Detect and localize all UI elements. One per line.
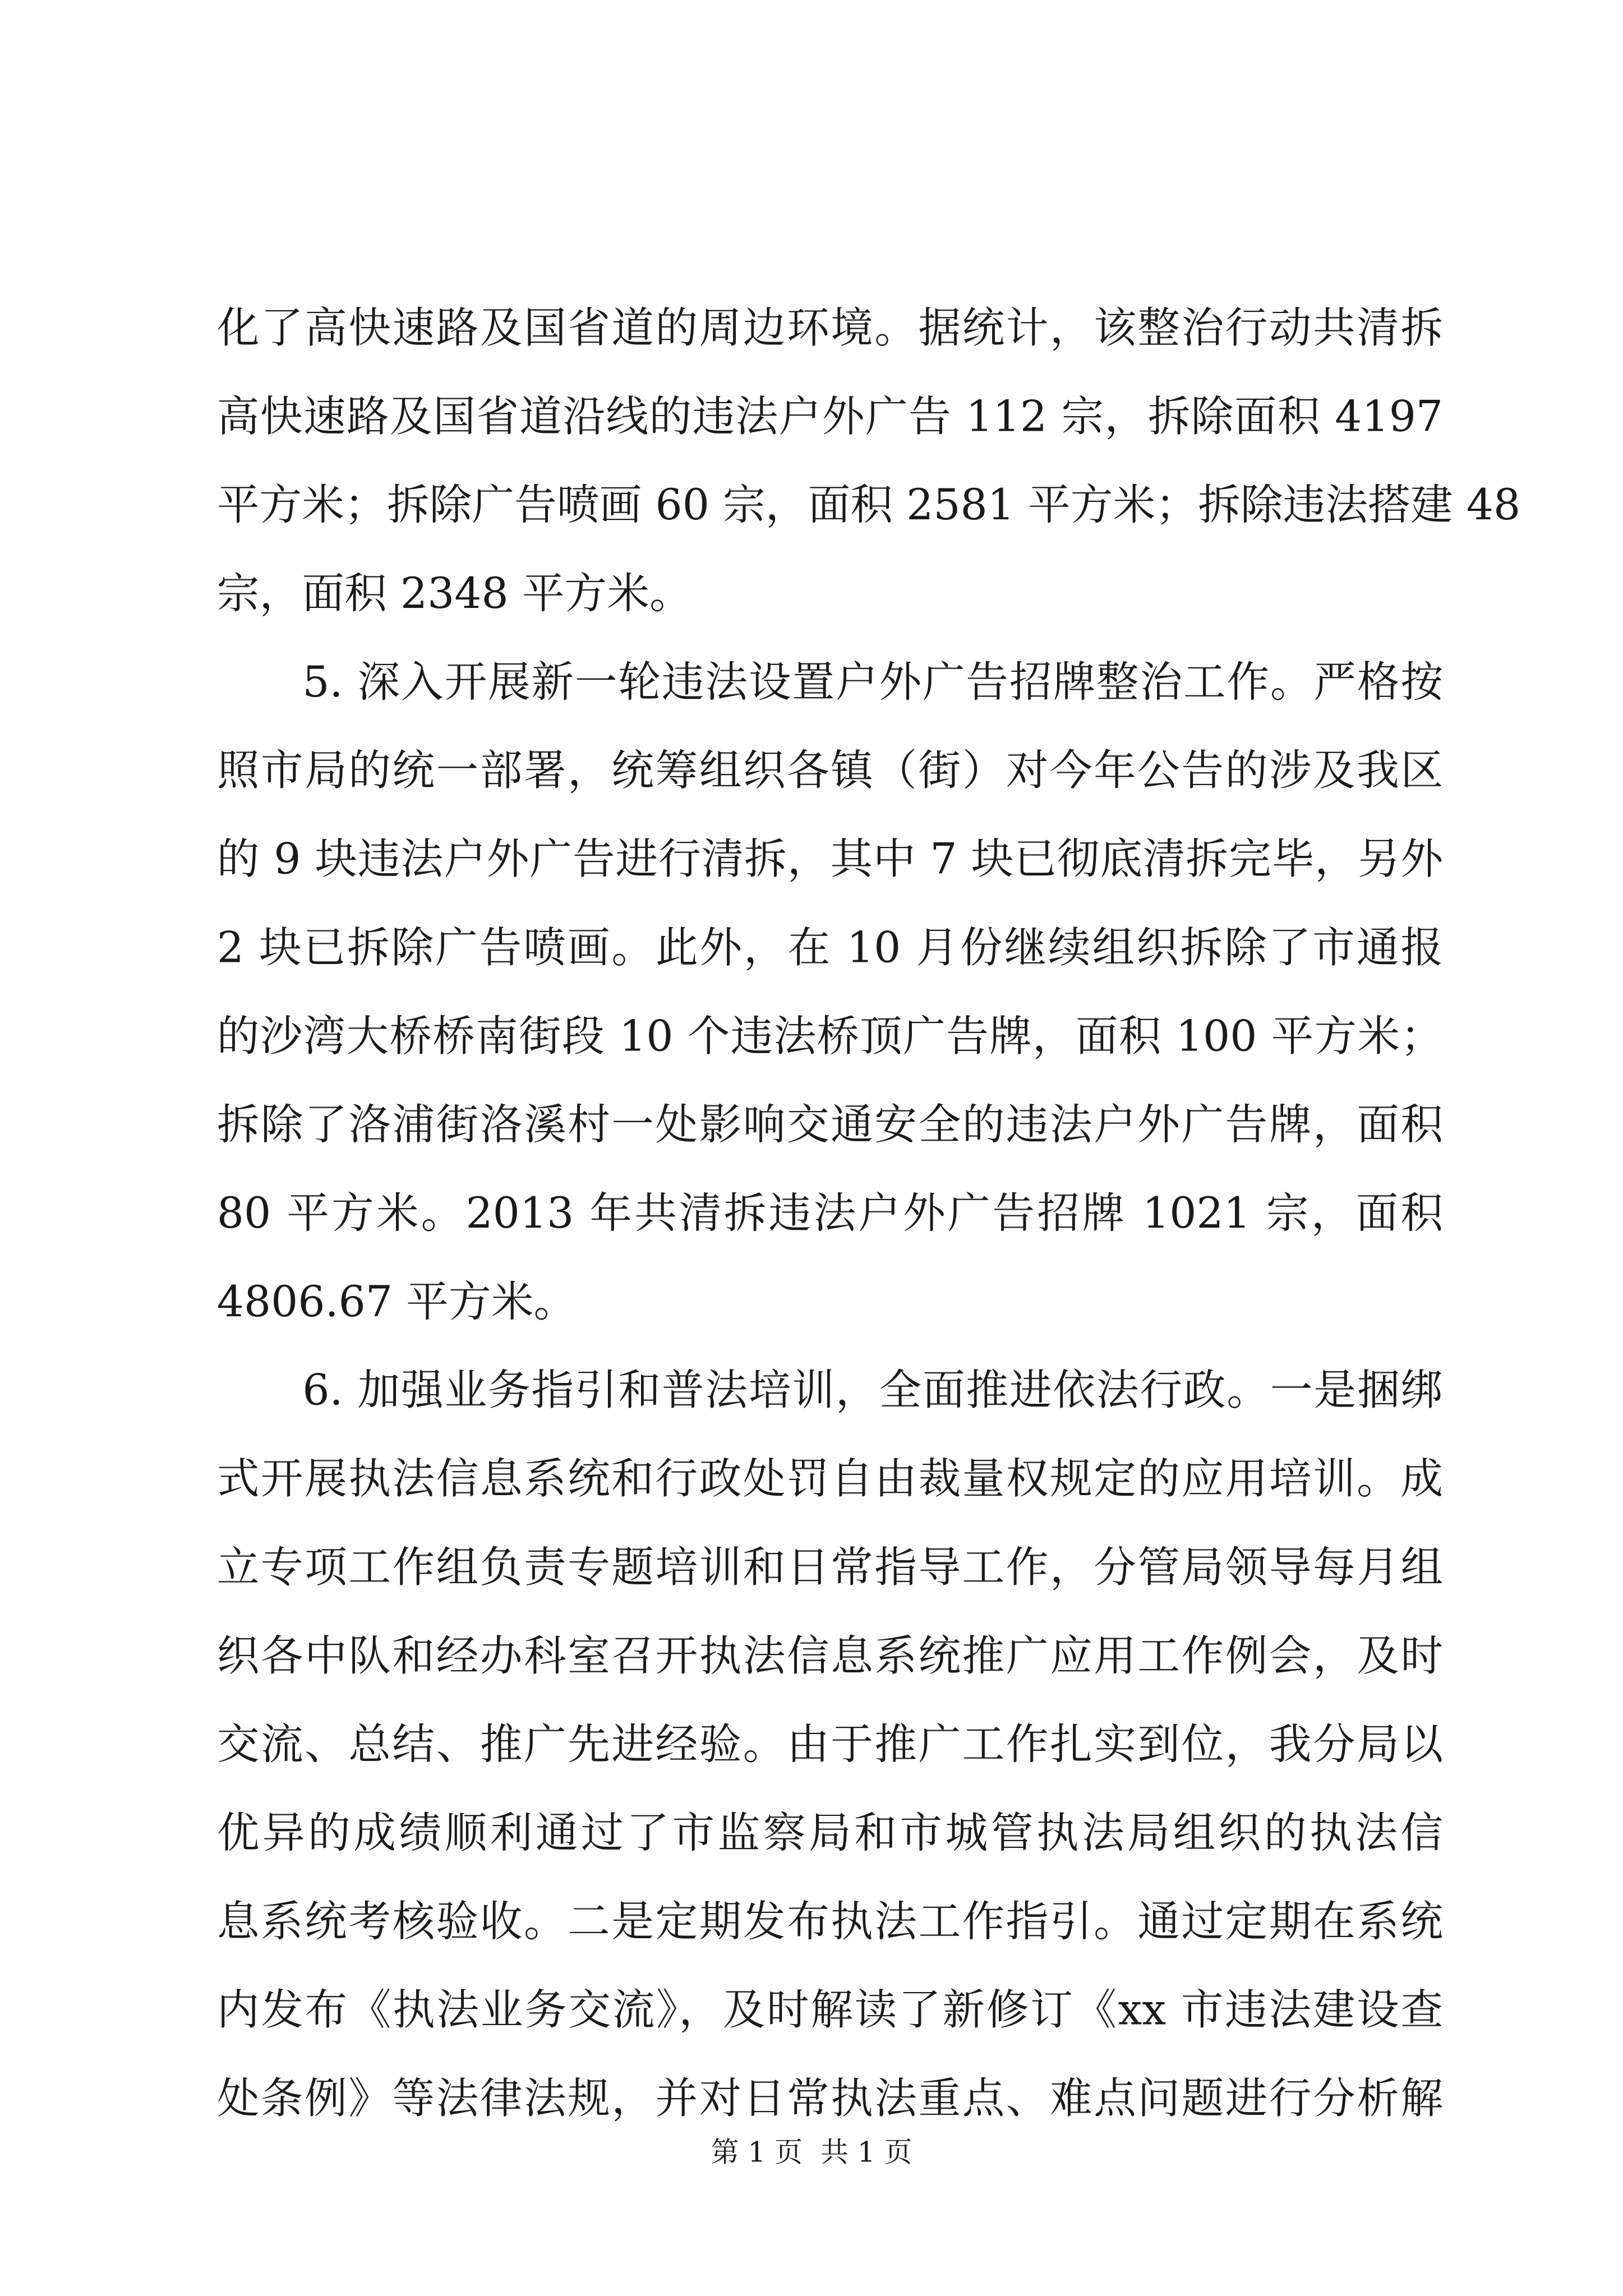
text-line: 4806.67 平方米。 <box>216 1276 577 1327</box>
text-line: 2 块已拆除广告喷画。此外，在 10 月份继续组织拆除了市通报 <box>216 922 1444 972</box>
text-line: 宗，面积 2348 平方米。 <box>216 568 692 619</box>
page-number-label: 第 1 页 共 1 页 <box>711 2136 912 2169</box>
text-line: 拆除了洛浦街洛溪村一处影响交通安全的违法户外广告牌，面积 <box>216 1099 1444 1150</box>
text-line: 立专项工作组负责专题培训和日常指导工作，分管局领导每月组 <box>216 1542 1444 1592</box>
text-line: 80 平方米。2013 年共清拆违法户外广告招牌 1021 宗，面积 <box>216 1187 1444 1238</box>
text-line: 平方米；拆除广告喷画 60 宗，面积 2581 平方米；拆除违法搭建 48 <box>216 480 1521 530</box>
page-footer <box>0 2133 1623 2171</box>
text-line: 息系统考核验收。二是定期发布执法工作指引。通过定期在系统 <box>216 1896 1444 1947</box>
paragraph-6-heading-line: 6. 加强业务指引和普法培训，全面推进依法行政。一是捆绑 <box>302 1364 1444 1416</box>
text-line: 式开展执法信息系统和行政处罚自由裁量权规定的应用培训。成 <box>216 1453 1444 1504</box>
text-line: 交流、总结、推广先进经验。由于推广工作扎实到位，我分局以 <box>216 1719 1444 1769</box>
text-line: 化了高快速路及国省道的周边环境。据统计，该整治行动共清拆 <box>216 302 1444 353</box>
text-line: 照市局的统一部署，统筹组织各镇（街）对今年公告的涉及我区 <box>216 745 1444 796</box>
text-line: 的 9 块违法户外广告进行清拆，其中 7 块已彻底清拆完毕，另外 <box>216 833 1444 884</box>
text-line: 处条例》等法律法规，并对日常执法重点、难点问题进行分析解 <box>216 2073 1444 2124</box>
text-line: 优异的成绩顺利通过了市监察局和市城管执法局组织的执法信 <box>216 1807 1444 1858</box>
text-line: 高快速路及国省道沿线的违法户外广告 112 宗，拆除面积 4197 <box>216 391 1444 441</box>
paragraph-5-heading-line: 5. 深入开展新一轮违法设置户外广告招牌整治工作。严格按 <box>302 656 1444 707</box>
text-line: 织各中队和经办科室召开执法信息系统推广应用工作例会，及时 <box>216 1630 1444 1681</box>
text-line: 内发布《执法业务交流》，及时解读了新修订《xx 市违法建设查 <box>216 1984 1444 2035</box>
text-line: 的沙湾大桥桥南街段 10 个违法桥顶广告牌，面积 100 平方米； <box>216 1011 1444 1061</box>
